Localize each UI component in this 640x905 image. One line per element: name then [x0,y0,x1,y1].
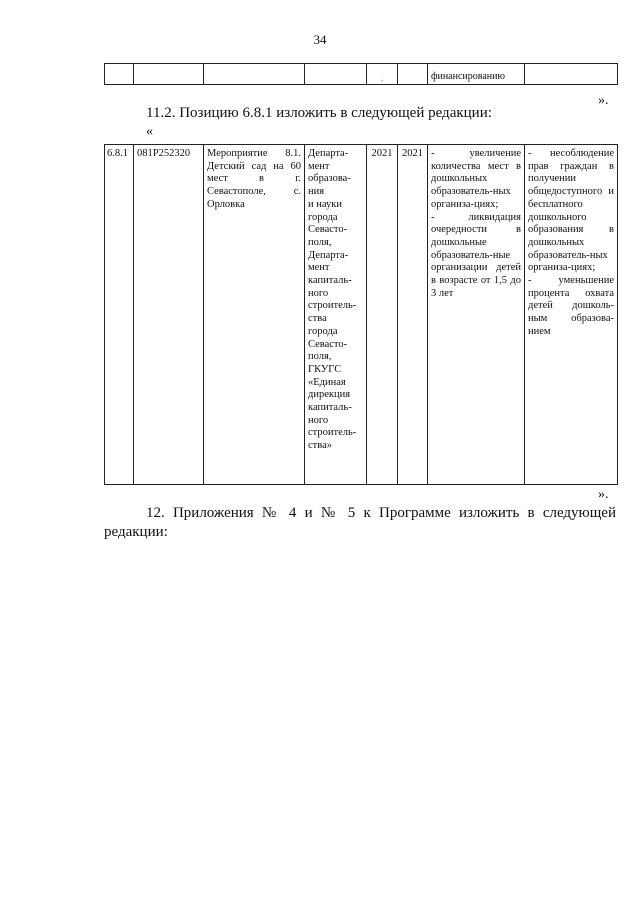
table-cell [134,64,204,85]
row-executor: Департа- мент образова- ния и науки города Севасто- поля, Департа- мент капиталь- ного строитель- ства города Севасто- поля, ГКУГС «Единая дирекция капиталь- ного строитель- ства» [305,145,367,485]
row-consequences: - несоблюдение прав граждан в получении общедоступного и бесплатного дошкольного образования в дошкольных образователь-ных организа-циях; - уменьшение процента охвата детей дошколь-ным образова-нием [525,145,618,485]
table-row [105,64,618,85]
row-year-end: 2021 [398,145,428,485]
table-cell [398,64,428,85]
previous-table-tail [104,63,618,85]
row-result: - увеличение количества мест в дошкольных образователь-ных организа-циях; - ликвидация очередности в дошкольные образователь-ные организации детей в возрасте от 1,5 до 3 лет [428,145,525,485]
table-cell [204,64,305,85]
financing-cell: финансированию [428,64,525,85]
table-cell [305,64,367,85]
opening-quote: « [146,124,153,139]
page-number: 34 [313,32,327,47]
table-cell [105,64,134,85]
closing-quote: ». [598,93,609,108]
table-cell [525,64,618,85]
position-table [104,144,618,485]
table-cell [367,64,398,85]
mark-text: ˌ [380,71,384,83]
table-row [105,145,618,485]
row-event: Мероприятие 8.1. Детский сад на 60 мест в г. Севастополе, с. Орловка [204,145,305,485]
section-12-text: 12. Приложения № 4 и № 5 к Программе изложить в следующей редакции: [104,505,616,540]
row-year-start: 2021 [367,145,398,485]
row-code: 081P252320 [134,145,204,485]
row-number: 6.8.1 [105,145,134,485]
section-11-2-heading: 11.2. Позицию 6.8.1 изложить в следующей редакции: [146,105,492,121]
closing-quote-2: ». [598,487,609,502]
